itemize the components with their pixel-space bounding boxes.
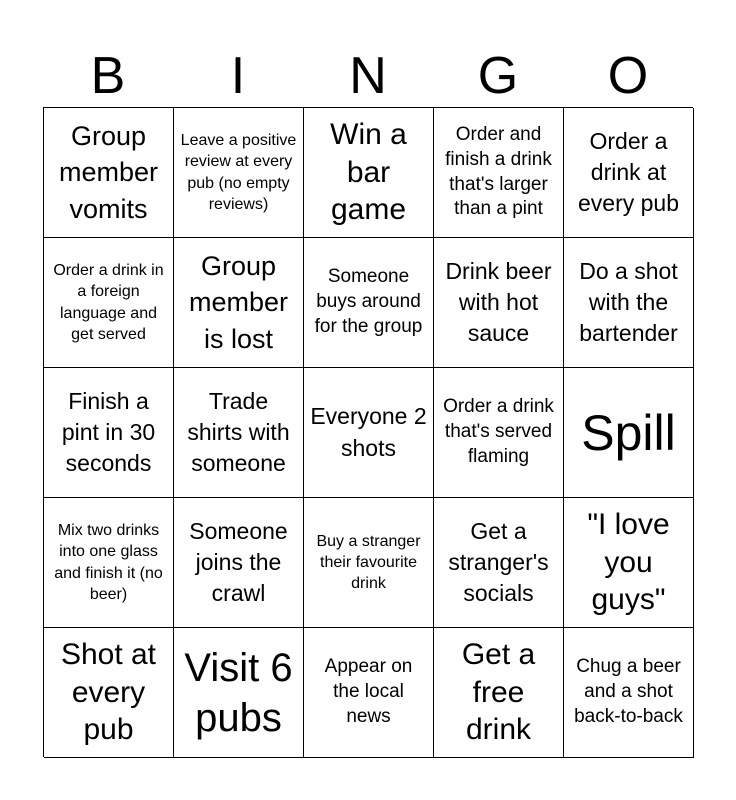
- bingo-cell-r4c5[interactable]: "I love you guys": [564, 498, 694, 628]
- bingo-cell-r4c4[interactable]: Get a stranger's socials: [434, 498, 564, 628]
- bingo-cell-r4c3[interactable]: Buy a stranger their favourite drink: [304, 498, 434, 628]
- bingo-cell-r3c2[interactable]: Trade shirts with someone: [174, 368, 304, 498]
- bingo-cell-r4c2[interactable]: Someone joins the crawl: [174, 498, 304, 628]
- bingo-cell-r5c2[interactable]: Visit 6 pubs: [174, 628, 304, 758]
- bingo-cell-r1c3[interactable]: Win a bar game: [304, 108, 434, 238]
- bingo-cell-r1c1[interactable]: Group member vomits: [44, 108, 174, 238]
- header-letter-o: O: [607, 47, 649, 105]
- bingo-cell-r2c1[interactable]: Order a drink in a foreign language and get served: [44, 238, 174, 368]
- bingo-cell-r1c4[interactable]: Order and finish a drink that's larger than a pint: [434, 108, 564, 238]
- bingo-cell-r5c4[interactable]: Get a free drink: [434, 628, 564, 758]
- bingo-cell-r5c3[interactable]: Appear on the local news: [304, 628, 434, 758]
- header-letter-i: I: [230, 47, 246, 105]
- bingo-cell-r5c1[interactable]: Shot at every pub: [44, 628, 174, 758]
- bingo-cell-r2c4[interactable]: Drink beer with hot sauce: [434, 238, 564, 368]
- header-letter-n: N: [349, 47, 387, 105]
- bingo-cell-r3c5[interactable]: Spill: [564, 368, 694, 498]
- bingo-cell-r3c4[interactable]: Order a drink that's served flaming: [434, 368, 564, 498]
- bingo-cell-r3c3[interactable]: Everyone 2 shots: [304, 368, 434, 498]
- bingo-cell-r4c1[interactable]: Mix two drinks into one glass and finish it (no beer): [44, 498, 174, 628]
- bingo-board: [43, 107, 693, 757]
- bingo-cell-r2c2[interactable]: Group member is lost: [174, 238, 304, 368]
- header-letter-g: G: [477, 47, 519, 105]
- bingo-cell-r3c1[interactable]: Finish a pint in 30 seconds: [44, 368, 174, 498]
- bingo-cell-r2c5[interactable]: Do a shot with the bartender: [564, 238, 694, 368]
- bingo-cell-r1c2[interactable]: Leave a positive review at every pub (no empty reviews): [174, 108, 304, 238]
- bingo-cell-r5c5[interactable]: Chug a beer and a shot back-to-back: [564, 628, 694, 758]
- header-letter-b: B: [90, 47, 126, 105]
- bingo-header: [43, 44, 693, 108]
- bingo-cell-r1c5[interactable]: Order a drink at every pub: [564, 108, 694, 238]
- bingo-cell-r2c3[interactable]: Someone buys around for the group: [304, 238, 434, 368]
